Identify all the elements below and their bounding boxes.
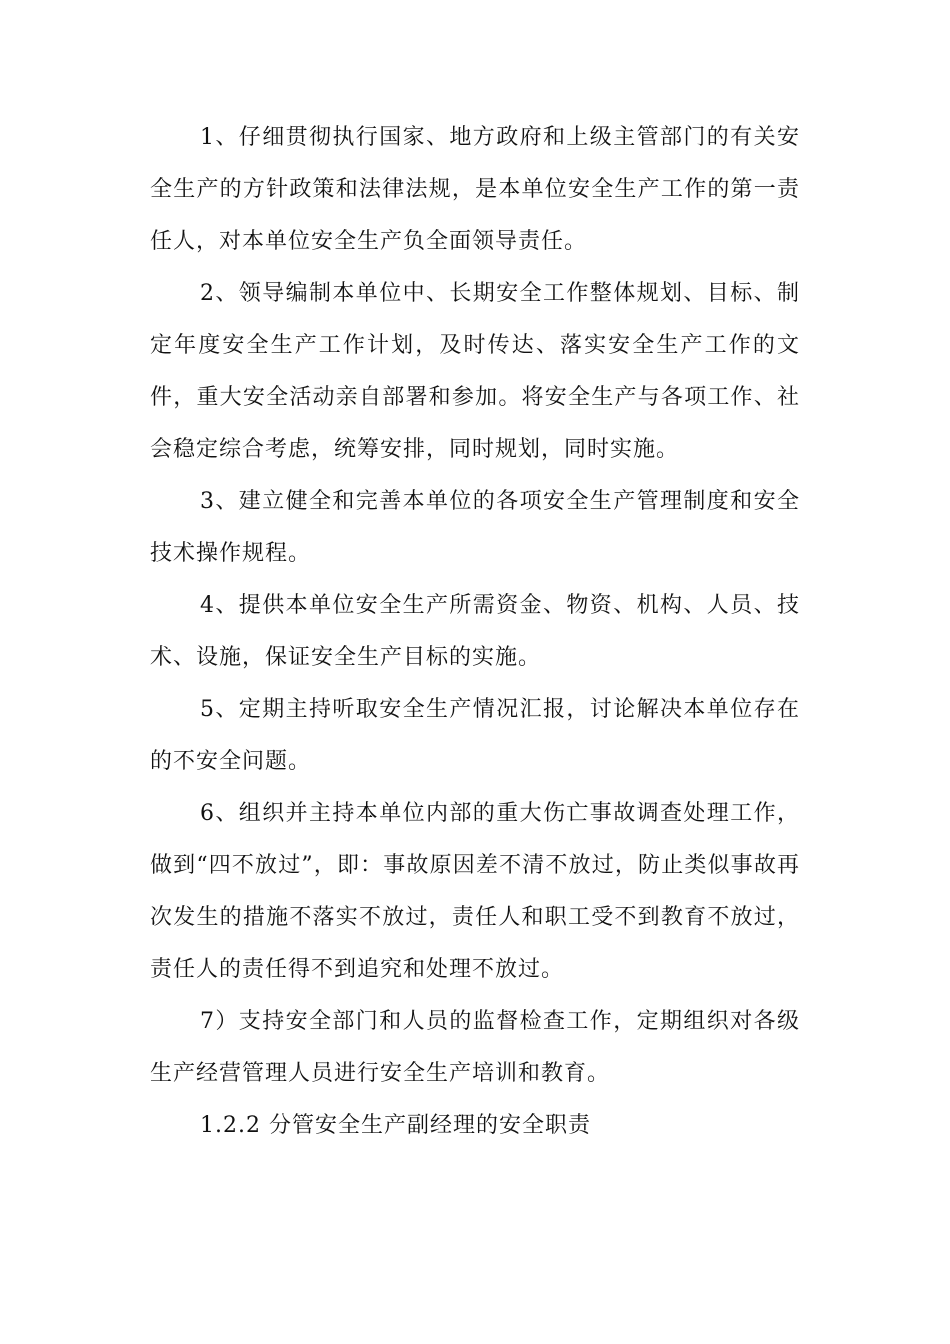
- paragraph-2: 2、领导编制本单位中、长期安全工作整体规划、目标、制定年度安全生产工作计划，及时传达、落实安全生产工作的文件，重大安全活动亲自部署和参加。将安全生产与各项工作、社会稳定综合考虑，统筹安排，同时规划，同时实施。: [150, 281, 800, 462]
- paragraph-1: 1、仔细贯彻执行国家、地方政府和上级主管部门的有关安全生产的方针政策和法律法规，是本单位安全生产工作的第一责任人，对本单位安全生产负全面领导责任。: [150, 125, 800, 254]
- paragraph-3: 3、建立健全和完善本单位的各项安全生产管理制度和安全技术操作规程。: [150, 489, 800, 566]
- paragraph-6: 6、组织并主持本单位内部的重大伤亡事故调查处理工作，做到“四不放过”，即：事故原因差不清不放过，防止类似事故再次发生的措施不落实不放过，责任人和职工受不到教育不放过，责任人的责任得不到追究和处理不放过。: [150, 801, 800, 982]
- section-heading: 1.2.2 分管安全生产副经理的安全职责: [200, 1113, 591, 1138]
- paragraph-5: 5、定期主持听取安全生产情况汇报，讨论解决本单位存在的不安全问题。: [150, 697, 800, 774]
- paragraph-7: 7）支持安全部门和人员的监督检查工作，定期组织对各级生产经营管理人员进行安全生产培训和教育。: [150, 1009, 800, 1086]
- paragraph-4: 4、提供本单位安全生产所需资金、物资、机构、人员、技术、设施，保证安全生产目标的实施。: [150, 593, 800, 670]
- document-body: [150, 112, 800, 1152]
